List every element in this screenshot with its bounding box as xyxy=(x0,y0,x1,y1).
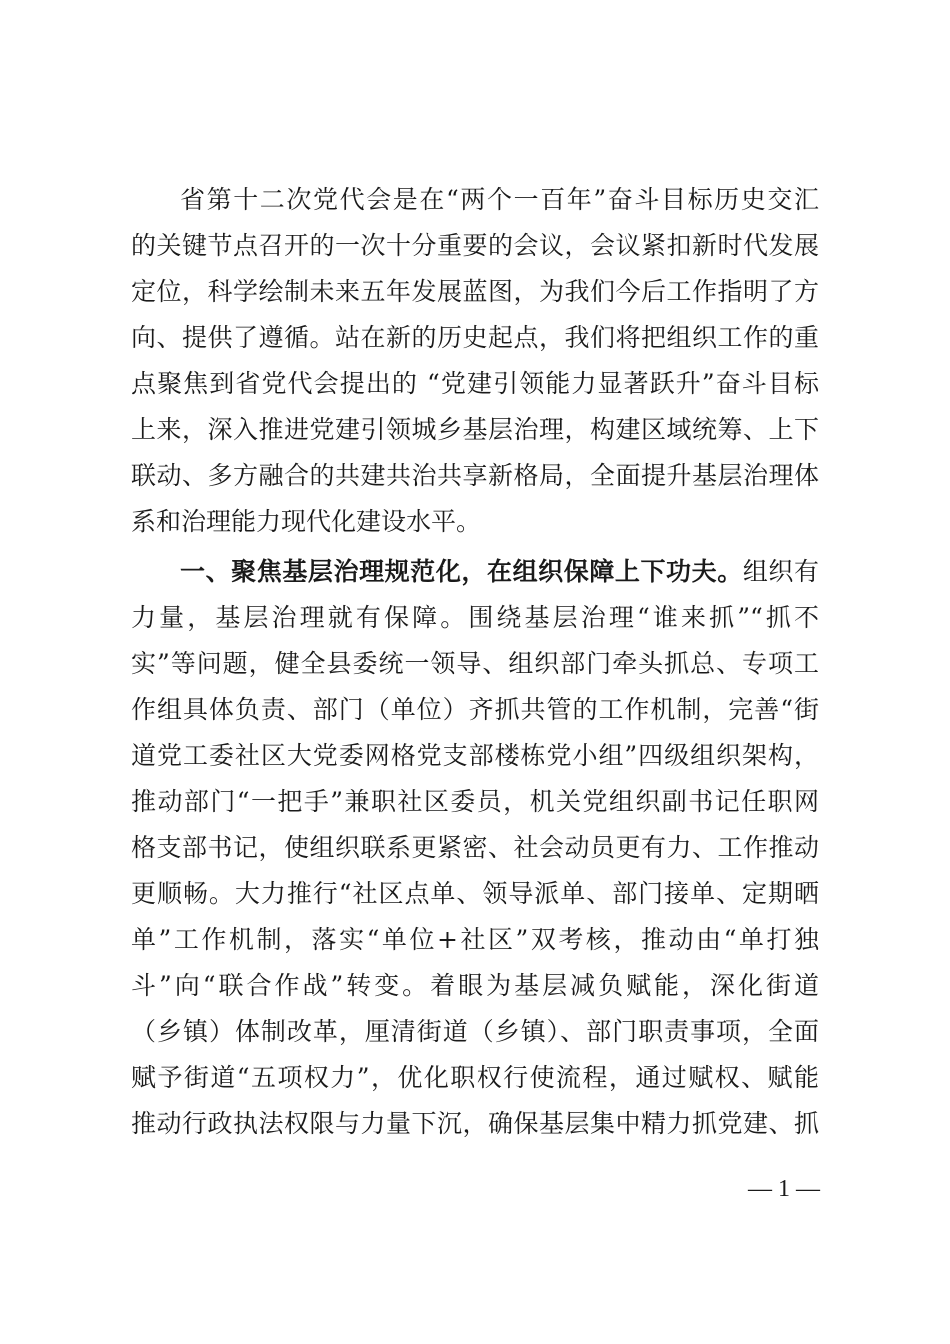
paragraph-line: 更顺畅。大力推行“社区点单、领导派单、部门接单、定期晒 xyxy=(131,879,819,908)
paragraph-line: 作组具体负责、部门（单位）齐抓共管的工作机制，完善“街 xyxy=(131,695,819,724)
paragraph-line: 点聚焦到省党代会提出的 “党建引领能力显著跃升”奋斗目标 xyxy=(131,369,819,398)
section-heading-line xyxy=(131,549,819,595)
paragraph-line: 格支部书记，使组织联系更紧密、社会动员更有力、工作推动 xyxy=(131,833,819,862)
paragraph-line: 赋予街道“五项权力”，优化职权行使流程，通过赋权、赋能 xyxy=(131,1063,819,1092)
paragraph-line: 道党工委社区大党委网格党支部楼栋党小组”四级组织架构， xyxy=(131,741,819,770)
paragraph-line: 联动、多方融合的共建共治共享新格局，全面提升基层治理体 xyxy=(131,461,819,490)
paragraph-line: 斗”向“联合作战”转变。着眼为基层减负赋能，深化街道 xyxy=(131,971,819,1000)
paragraph-line: （乡镇）体制改革，厘清街道（乡镇）、部门职责事项，全面 xyxy=(131,1017,819,1046)
paragraph-line: 力量，基层治理就有保障。围绕基层治理“谁来抓”“抓不 xyxy=(131,603,819,632)
paragraph-line: 实”等问题，健全县委统一领导、组织部门牵头抓总、专项工 xyxy=(131,649,819,678)
section-heading-tail: 组织有 xyxy=(742,557,819,586)
paragraph-line: 省第十二次党代会是在“两个一百年”奋斗目标历史交汇 xyxy=(180,185,819,214)
paragraph-line: 推动部门“一把手”兼职社区委员，机关党组织副书记任职网 xyxy=(131,787,819,816)
paragraph-line: 向、提供了遵循。站在新的历史起点，我们将把组织工作的重 xyxy=(131,323,819,352)
paragraph-line: 定位，科学绘制未来五年发展蓝图，为我们今后工作指明了方 xyxy=(131,277,819,306)
section-heading: 一、聚焦基层治理规范化，在组织保障上下功夫。 xyxy=(180,557,743,586)
paragraph-line: 单”工作机制，落实“单位+社区”双考核，推动由“单打独 xyxy=(131,925,819,954)
paragraph-line: 推动行政执法权限与力量下沉，确保基层集中精力抓党建、抓 xyxy=(131,1109,819,1138)
paragraph-line: 上来，深入推进党建引领城乡基层治理，构建区域统筹、上下 xyxy=(131,415,819,444)
paragraph-line: 的关键节点召开的一次十分重要的会议，会议紧扣新时代发展 xyxy=(131,231,819,260)
page-number: — 1 — xyxy=(748,1176,820,1202)
paragraph-line: 系和治理能力现代化建设水平。 xyxy=(131,507,482,536)
